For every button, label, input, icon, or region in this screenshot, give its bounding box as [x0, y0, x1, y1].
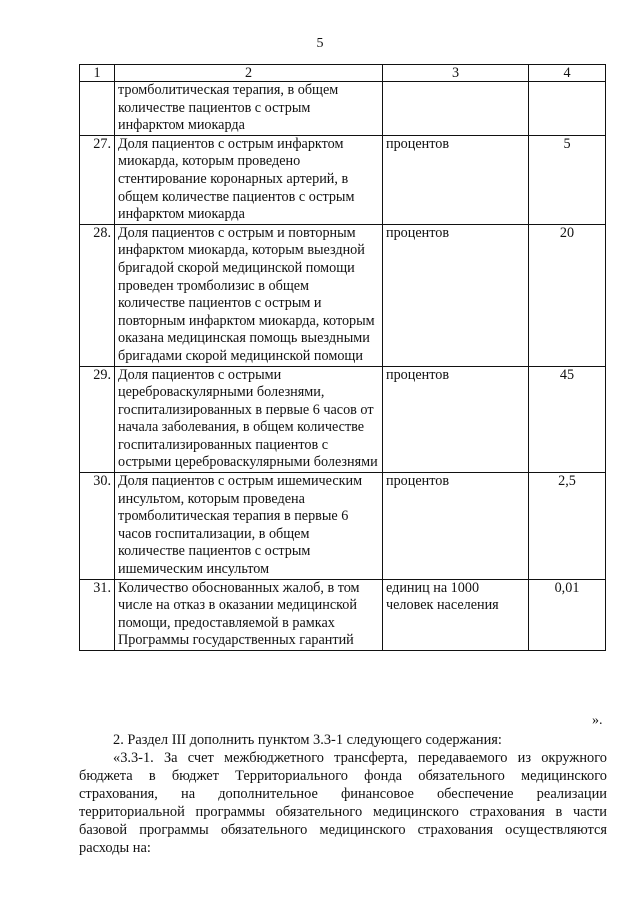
column-header: 3: [383, 65, 529, 82]
row-number: 29.: [80, 366, 115, 473]
row-number: [80, 82, 115, 136]
table-row: [80, 135, 606, 224]
row-unit: процентов: [383, 224, 529, 366]
row-description: Доля пациентов с острыми цереброваскулярными болезнями, госпитализированных в первые 6 часов от начала заболевания, в общем количестве госпитализированных пациентов с острыми цереброваскулярными болезнями: [115, 366, 383, 473]
row-unit: [383, 82, 529, 136]
row-number: 27.: [80, 135, 115, 224]
column-header: 1: [80, 65, 115, 82]
table-row: [80, 224, 606, 366]
row-unit: процентов: [383, 366, 529, 473]
row-number: 31.: [80, 579, 115, 650]
row-unit: процентов: [383, 135, 529, 224]
row-value: 5: [529, 135, 606, 224]
closing-quote: ».: [592, 713, 603, 728]
table-row: [80, 579, 606, 650]
indicators-table: [79, 64, 606, 651]
table-row: [80, 473, 606, 580]
row-description: Доля пациентов с острым инфарктом миокарда, которым проведено стентирование коронарных артерий, в общем количестве пациентов с острым инфарктом миокарда: [115, 135, 383, 224]
table-header-row: [80, 65, 606, 82]
page-number: 5: [316, 36, 324, 51]
row-number: 30.: [80, 473, 115, 580]
amendment-paragraph: 2. Раздел III дополнить пунктом 3.3-1 следующего содержания:: [113, 732, 502, 748]
column-header: 2: [115, 65, 383, 82]
row-value: 20: [529, 224, 606, 366]
row-description: Количество обоснованных жалоб, в том числе на отказ в оказании медицинской помощи, предоставляемой в рамках Программы государственных гарантий: [115, 579, 383, 650]
row-number: 28.: [80, 224, 115, 366]
row-value: 0,01: [529, 579, 606, 650]
table-row: [80, 82, 606, 136]
row-value: 2,5: [529, 473, 606, 580]
row-description: Доля пациентов с острым и повторным инфарктом миокарда, которым выездной бригадой скорой медицинской помощи проведен тромболизис в общем количестве пациентов с острым и повторным инфарктом миокарда, которым оказана медицинская помощь выездными бригадами скорой медицинской помощи: [115, 224, 383, 366]
row-unit: единиц на 1000 человек населения: [383, 579, 529, 650]
row-value: [529, 82, 606, 136]
row-unit: процентов: [383, 473, 529, 580]
clause-text: «3.3-1. За счет межбюджетного трансферта, передаваемого из окружного бюджета в бюджет Территориального фонда обязательного медицинского страхования, на дополнительное финансовое обеспечение реализации территориальной программы обязательного медицинского страхования в части базовой программы обязательного медицинского страхования осуществляются расходы на:: [79, 750, 607, 856]
row-description: тромболитическая терапия, в общем количестве пациентов с острым инфарктом миокарда: [115, 82, 383, 136]
row-value: 45: [529, 366, 606, 473]
row-description: Доля пациентов с острым ишемическим инсультом, которым проведена тромболитическая терапия в первые 6 часов госпитализации, в общем количестве пациентов с острым ишемическим инсультом: [115, 473, 383, 580]
table-row: [80, 366, 606, 473]
column-header: 4: [529, 65, 606, 82]
